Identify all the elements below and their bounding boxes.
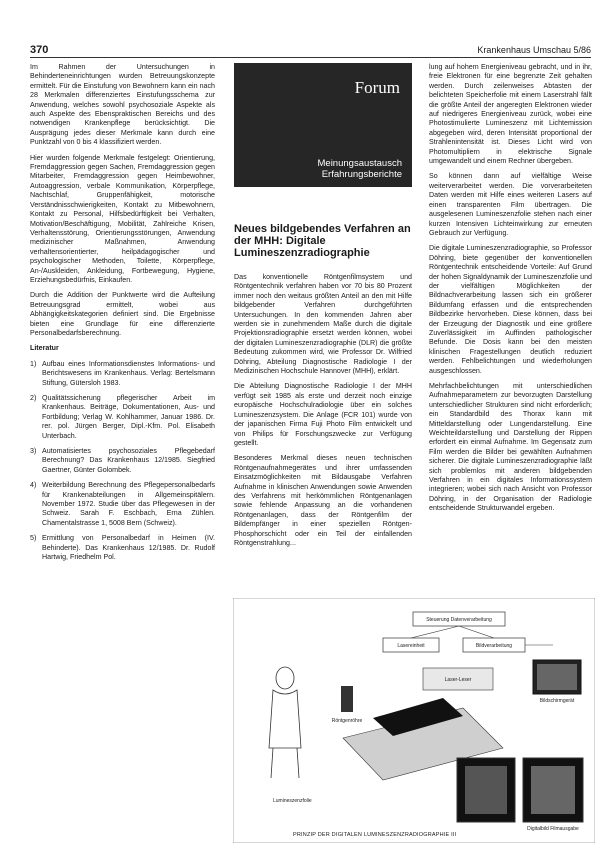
literature-item — [30, 534, 215, 562]
literature-text: Automatisiertes psychosoziales Pflegebedarf Berechnung? Das Krankenhaus 12/1985. Siegfried Gaertner, Günter Golombek. — [42, 447, 215, 474]
paragraph: Die digitale Lumineszenzradiographie, so Professor Döhring, biete gegenüber der konventionellen Röntgentechnik entscheidende Vorteile: Auf Grund der hohen Signaldynamik der Lumineszenzfolie und der vielfältigen Möglichkeiten der Bildnachverarbeitung lassen sich ein größerer Bildumfang erfassen und die entsprechenden Bildbezirke hervorheben. Diese können, dass bei der Erzeugung der Diagnostik und eine größere Zuverlässigkeit im Auffinden pathologischer Befunde. Die Dosis kann bei den meisten klinischen Fragestellungen deutlich reduziert werden. Fehlbelichtungen und wiederholungen ausgeschlossen. — [429, 244, 592, 375]
literature-list — [30, 360, 215, 563]
literature-number: 4) — [30, 481, 37, 490]
header-rule — [30, 57, 591, 58]
film-image-2 — [531, 766, 575, 814]
paragraph: So können dann auf vielfältige Weise weiterverarbeitet werden. Die vorverarbeiteten Daten werden mit Hilfe eines weiteren Lasers auf einen transparenten Film übertragen. Die ausgelesenen Lumineszenzfolie stehen nach einer kurzen Intensiven Lichteinwirkung zur erneuten Gebrauch zur Verfügung. — [429, 172, 592, 237]
paragraph: Das konventionelle Röntgenfilmsystem und Röntgentechnik verfahren haben vor 70 bis 80 Prozent immer noch den weitaus größten Anteil an den mit Hilfe bildgebender Verfahren durchgeführten Untersuchungen. In den kommenden Jahren aber werden sie in zunehmendem Maße durch die digitale Projektionsradiographie ersetzt werden können, wobei der digitalen Lumineszenzradiographie (DLR) die größte Bedeutung zukommen wird, wie Professor Dr. Wilfried Döhring, Abteilung Diagnostische Radiologie I der Medizinischen Hochschule Hannover (MHH), erklärt. — [234, 273, 412, 376]
forum-subtitle-line: Meinungsaustausch — [317, 158, 402, 169]
forum-title: Forum — [354, 78, 400, 97]
dlr-principle-figure — [233, 598, 595, 843]
monitor-screen — [537, 664, 577, 690]
paragraph: Hier wurden folgende Merkmale festgelegt: Orientierung, Fremdaggression gegen Sachen, Fremdaggression gegen Mitarbeiter, Fremdaggression gegen Heimbewohner, Autoaggression, verbale Kommunikation, Körperpflege, Nachtschlaf, Gruppenfähigkeit, motorische Verständnisschwierigkeiten, Kontakt zu Mitbewohnern, Kontakt zu Personal, Hilfsbedürftigkeit bei Verhalten, Motivation/Beschäftigung, Mobilität, Zahlreiche Krisen, Verhaltensstörung, Orientierungsstörungen, Anwendung medizinischer Maßnahmen, Anwendung verhaltensorientierter, heilpädagogischer und psychologischer Methoden, Toilette, Körperpflege, An-/Auskleiden, Ankleidung, Fortbewegung, Hygiene, Erziehungsbedürfnis, Einkaufen. — [30, 153, 215, 284]
middle-column — [234, 63, 412, 554]
laser-reader-label: Laser-Leser — [444, 677, 472, 683]
literature-item — [30, 394, 215, 441]
literature-number: 3) — [30, 447, 37, 456]
laser-unit-label: Lasereinheit — [397, 643, 425, 649]
literature-text: Qualitätssicherung pflegerischer Arbeit im Krankenhaus. Beiträge, Dokumentationen, Aus- und Fortbildung; Verlag W. Kohlhammer, Januar 1986. Dr. rer. pol. Jürgen Berger, Dipl.-Kfm. Pol. Elisabeth Unterbach. — [42, 394, 215, 440]
literature-item — [30, 360, 215, 388]
monitor-label: Bildschirmgerät — [539, 698, 575, 704]
paragraph: Im Rahmen der Untersuchungen in Behinderteneinrichtungen wurden Betreuungskonzepte ermittelt. Für die Einstufung von Bewohnern kann ein nach 28 Merkmalen differenziertes Einstufungsschema zur Anwendung, welches sowohl psychosoziale Aspekte als auch Aspekte des Ebenspraktischen Bereichs und des notwendigen Krankenpflege berücksichtigt. Die Ausprägung jedes dieser Merkmale kann durch eine Punktzahl von 0 bis 4 klassifiziert werden. — [30, 63, 215, 147]
image-processor-label: Bildverarbeitung — [475, 643, 513, 649]
forum-banner — [234, 63, 412, 187]
paragraph: Die Abteilung Diagnostische Radiologie I der MHH verfügt seit 1985 als erste und derzeit noch einzige europäische Hochschulradiologie über ein solches Lumineszenzsystem. Die Anlage (FCR 101) wurde von der japanischen Firma Fuji Photo Film entwickelt und von Philips für Forschungszwecke zur Verfügung gestellt. — [234, 382, 412, 447]
literature-text: Weiterbildung Berechnung des Pflegepersonalbedarfs für Krankenabteilungen in Allgemeinspitälern. November 1972. Studie über das Pflegewesen in der Schweiz. Sarah F. Eschbach, Erna Zühlen. Chamentalstrasse 1, 5008 Bern (Schweiz). — [42, 481, 215, 527]
control-box-label: Steuerung Datenverarbeitung — [426, 617, 492, 623]
paragraph: Durch die Addition der Punktwerte wird die Aufteilung Betreuungsgrad ermittelt, wobei aus Abhängigkeitskategorien definiert sind. Die Ergebnisse bieten eine Grundlage für eine differenzierte Personalbedarfsberechnung. — [30, 291, 215, 337]
literature-number: 5) — [30, 534, 37, 543]
figure-caption: PRINZIP DER DIGITALEN LUMINESZENZRADIOGRAPHIE III — [293, 832, 457, 838]
article-title: Neues bildgebendes Verfahren an der MHH: Digitale Lumineszenzradiographie — [234, 223, 411, 259]
literature-text: Aufbau eines Informationsdienstes Informations- und Berichtswesens im Krankenhaus. Verlag: Bertelsmann Stiftung, Gütersloh 1983. — [42, 359, 215, 387]
paragraph: Besonderes Merkmal dieses neuen technischen Röntgenaufnahmegerätes und ihrer umfassenden Einsatzmöglichkeiten mit Bildausgabe Verfahren Aufnahme in klinischen Anwendungen sowie Anwenden des Verfahrens mit herkömmlichen Röntgenanlagen sowie fehlende Anpassung an die vorhandenen Röntgenanlagen, dass der Röntgenfilm der Bildempfänger in einer speziellen Röntgen-Phosphorschicht oder ein Teil der einfallenden Röntgenstrahlung... — [234, 454, 412, 547]
right-column — [429, 63, 592, 520]
left-column — [30, 63, 215, 569]
literature-text: Ermittlung von Personalbedarf in Heimen (IV. Behinderte). Das Krankenhaus 12/1985. Dr. Rudolf Hartwig, Friedhelm Pol. — [42, 534, 215, 562]
paragraph: lung auf hohem Energieniveau gebracht, und in ihr, freie Elektronen für eine begrenzte Zeit gehalten werden. Durch zeilenweises Abtasten der belichteten Speicherfolie mit einem Laserstrahl fällt die größte Anteil der angeregten Elektronen wieder auf niedrigeres Energieniveau zurück, wobei eine Photostimulierte Lumineszenz mit Lichtemission abgegeben wird, deren Intensität proportional der Strahlenintensität ist. Dieses Licht wird von Photomultipliern in elektrische Signale umgewandelt und einem Rechner übergeben. — [429, 63, 592, 166]
literature-item — [30, 481, 215, 528]
page-number: 370 — [30, 44, 49, 56]
dlr-diagram — [233, 598, 595, 843]
forum-subtitle-line: Erfahrungsberichte — [321, 169, 402, 180]
xray-tube-label: Röntgenröhre — [331, 718, 363, 724]
literature-heading: Literatur — [30, 344, 59, 353]
film-output-label: Digitalbild Filmausgabe — [527, 826, 579, 832]
literature-number: 2) — [30, 394, 37, 402]
film-image-1 — [465, 766, 507, 814]
xray-tube-graphic — [341, 686, 353, 712]
paragraph: Mehrfachbelichtungen mit unterschiedlichen Aufnahmeparametern zur bevorzugten Darstellung unterschiedlicher Strukturen sind nicht erforderlich; ein Standardbild des Thorax kann mit Mitteldarstellung oder Lungendarstellung. Eine Weichteildarstellung und Darstellung der Rippen erfordert ein einmal Aufnahme. Im Gegensatz zum Film werden die Bilder bei gewählten Aufnahmen sicherer. Die digitale Lumineszenzradiographie läßt sich problemlos mit anderen bildgebenden Verfahren in ein digitales Informationssystem integrieren; wobei sich nach Ansicht von Professor Döhring, in der Organisation der Radiologie entscheidende Strukturwandel ergeben. — [429, 382, 592, 513]
literature-number: 1) — [30, 359, 37, 368]
journal-name: Krankenhaus Umschau 5/86 — [477, 45, 591, 55]
plate-label: Lumineszenzfolie — [273, 798, 312, 804]
forum-subtitle — [318, 158, 403, 180]
literature-item — [30, 447, 215, 475]
